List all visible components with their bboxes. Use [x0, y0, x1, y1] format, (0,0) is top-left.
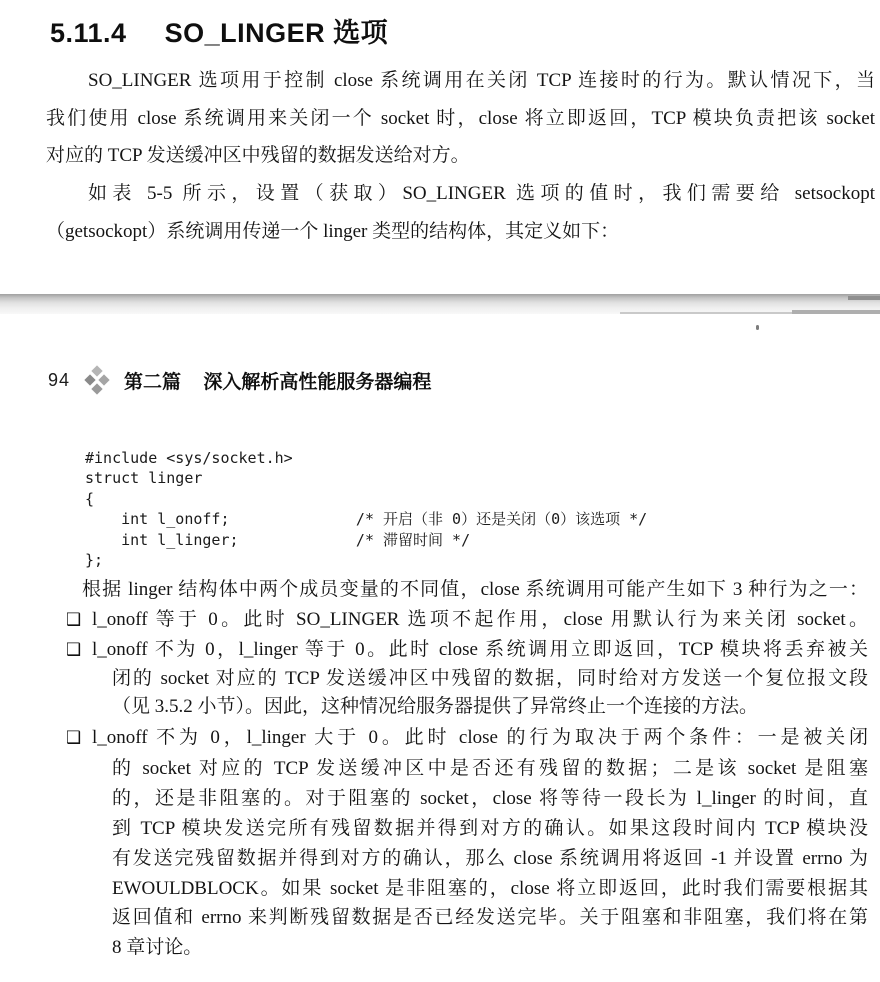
text-line: 对应的 TCP 发送缓冲区中残留的数据发送给对方。	[46, 145, 470, 166]
text-line: （见 3.5.2 小节）。因此，这种情况给服务器提供了异常终止一个连接的方法。	[112, 696, 759, 718]
text-line: （getsockopt）系统调用传递一个 linger 类型的结构体，其定义如下：	[46, 220, 620, 242]
code-block-struct-linger	[85, 448, 647, 570]
text-line: 到 TCP 模块发送完所有残留数据并得到对方的确认。如果这段时间内 TCP 模块没	[112, 817, 868, 839]
text-line: 的 socket 对应的 TCP 发送缓冲区中是否还有残留的数据；二是该 socket 是阻塞	[112, 757, 868, 779]
text-line: int l_linger; /* 滞留时间 */	[85, 530, 471, 549]
part-label: 第二篇	[124, 371, 182, 393]
text-line: ❑ l_onoff 不为 0，l_linger 大于 0。此时 close 的行为取决于两个条件：一是被关闭	[112, 723, 868, 754]
paragraph-setsockopt	[46, 175, 875, 250]
list-item-lonoff-zero	[66, 605, 868, 635]
text-line: int l_onoff; /* 开启（非 0）还是关闭（0）该选项 */	[85, 510, 648, 529]
paragraph-intro-so-linger	[46, 62, 875, 175]
text-line: 8 章讨论。	[112, 937, 203, 959]
section-heading	[50, 18, 388, 48]
section-number: 5.11.4	[50, 18, 127, 48]
text-line: {	[85, 489, 95, 508]
section-title: SO_LINGER 选项	[164, 18, 389, 48]
page-number: 94	[48, 369, 71, 390]
scan-seam-divider	[0, 294, 880, 314]
scan-artifact-speck	[756, 325, 759, 330]
square-bullet-icon: ❑	[66, 640, 82, 660]
text-line: SO_LINGER 选项用于控制 close 系统调用在关闭 TCP 连接时的行为。默认情况下，当	[88, 70, 875, 91]
text-line: #include <sys/socket.h>	[85, 449, 293, 467]
text-line: 闭的 socket 对应的 TCP 发送缓冲区中残留的数据，同时给对方发送一个复位报文段	[112, 667, 868, 689]
text-line: ❑ l_onoff 等于 0。此时 SO_LINGER 选项不起作用，close 用默认行为来关闭 socket。	[112, 605, 868, 635]
part-name: 深入解析高性能服务器编程	[203, 371, 432, 393]
text-line: };	[85, 551, 104, 570]
text-line: 根据 linger 结构体中两个成员变量的不同值，close 系统调用可能产生如下 3 种行为之一：	[82, 579, 868, 600]
list-item-llinger-positive	[66, 723, 868, 963]
text-line: 如表 5-5 所示，设置（获取）SO_LINGER 选项的值时，我们需要给 setsockopt	[88, 183, 875, 204]
list-item-llinger-zero	[66, 636, 868, 722]
text-line: ❑ l_onoff 不为 0，l_linger 等于 0。此时 close 系统调用立即返回，TCP 模块将丢弃被关	[112, 636, 868, 665]
text-line: EWOULDBLOCK。如果 socket 是非阻塞的，close 将立即返回，此时我们需要根据其	[112, 877, 868, 899]
paragraph-linger-behaviors	[82, 575, 868, 604]
scan-artifact-smudge	[848, 296, 880, 300]
four-diamonds-ornament-icon	[86, 367, 108, 393]
square-bullet-icon: ❑	[66, 610, 82, 630]
square-bullet-icon: ❑	[66, 728, 82, 748]
text-line: 的，还是非阻塞的。对于阻塞的 socket，close 将等待一段长为 l_linger 的时间，直	[112, 787, 868, 809]
text-line: 返回值和 errno 来判断残留数据是否已经发送完毕。关于阻塞和非阻塞，我们将在第	[112, 907, 868, 929]
running-header	[48, 366, 431, 394]
text-line: 有发送完残留数据并得到对方的确认，那么 close 系统调用将返回 -1 并设置 errno 为	[112, 847, 868, 869]
part-title	[124, 367, 431, 394]
text-line: 我们使用 close 系统调用来关闭一个 socket 时，close 将立即返回，TCP 模块负责把该 socket	[46, 107, 875, 129]
scan-artifact-line	[792, 310, 880, 314]
text-line: struct linger	[85, 469, 203, 488]
